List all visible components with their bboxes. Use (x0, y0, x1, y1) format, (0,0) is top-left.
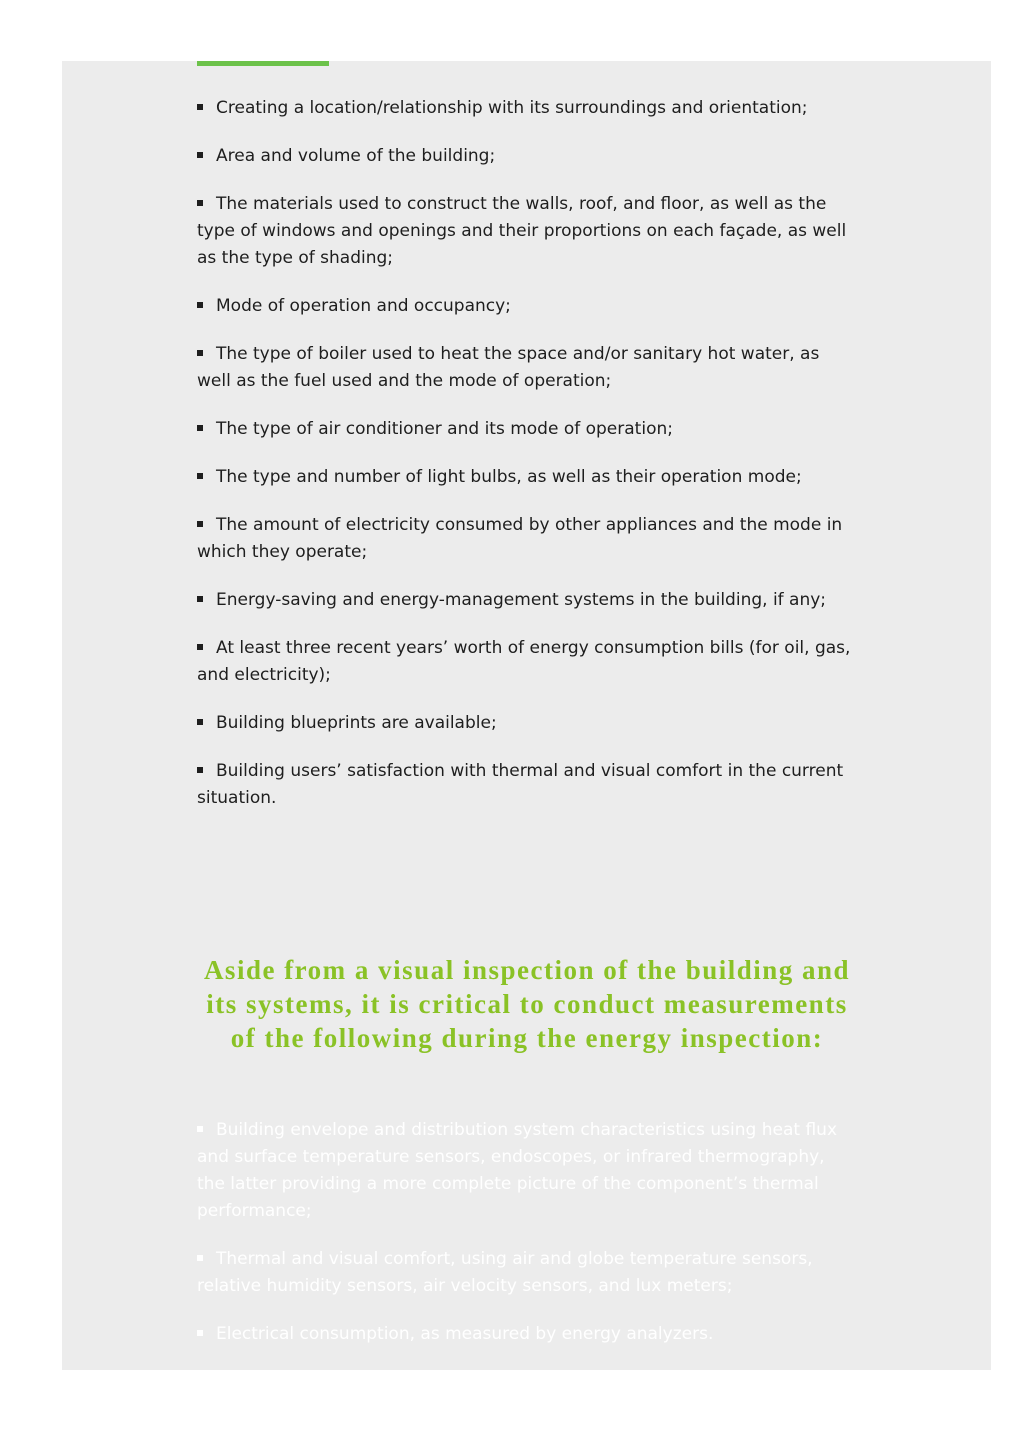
list-item-text: Building users’ satisfaction with thermal and visual comfort in the current situation. (197, 761, 844, 808)
list-item (197, 710, 857, 737)
list-item-text: Building envelope and distribution system characteristics using heat flux and surface temperature sensors, endoscopes, or infrared thermography, the latter providing a more complete picture of the component’s thermal performance; (197, 1120, 837, 1221)
list-item-text: The amount of electricity consumed by other appliances and the mode in which they operate; (197, 515, 843, 562)
list-item-text: Thermal and visual comfort, using air and globe temperature sensors, relative humidity sensors, air velocity sensors, and lux meters; (197, 1249, 813, 1296)
list-item-text: The materials used to construct the walls, roof, and floor, as well as the type of windows and openings and their proportions on each façade, as well as the type of shading; (197, 194, 847, 268)
list-item (197, 293, 857, 320)
list-item-text: Building blueprints are available; (216, 713, 497, 733)
square-bullet-icon (197, 596, 203, 602)
square-bullet-icon (197, 1255, 203, 1261)
square-bullet-icon (197, 1126, 203, 1132)
square-bullet-icon (197, 719, 203, 725)
square-bullet-icon (197, 644, 203, 650)
square-bullet-icon (197, 350, 203, 356)
list-item (197, 464, 857, 491)
square-bullet-icon (197, 104, 203, 110)
list-item (197, 635, 857, 689)
list-item-text: Energy-saving and energy-management systems in the building, if any; (216, 590, 827, 610)
list-item (197, 191, 857, 272)
list-item-text: At least three recent years’ worth of energy consumption bills (for oil, gas, and electricity); (197, 638, 851, 685)
list-item-text: The type and number of light bulbs, as well as their operation mode; (216, 467, 802, 487)
list-item (197, 512, 857, 566)
requirements-list (197, 95, 857, 833)
list-item-text: The type of air conditioner and its mode of operation; (216, 419, 673, 439)
list-item (197, 95, 857, 122)
list-item (197, 416, 857, 443)
square-bullet-icon (197, 473, 203, 479)
list-item-text: Electrical consumption, as measured by energy analyzers. (216, 1324, 714, 1344)
list-item (197, 758, 857, 812)
accent-bar (197, 61, 329, 66)
list-item (197, 1246, 857, 1300)
square-bullet-icon (197, 767, 203, 773)
square-bullet-icon (197, 521, 203, 527)
callout-heading: Aside from a visual inspection of the building and its systems, it is critical to conduct measurements of the following during the energy inspection: (203, 955, 851, 1053)
measurements-list (197, 1117, 857, 1369)
list-item-text: Area and volume of the building; (216, 146, 496, 166)
list-item (197, 587, 857, 614)
square-bullet-icon (197, 152, 203, 158)
list-item-text: The type of boiler used to heat the space and/or sanitary hot water, as well as the fuel used and the mode of operation; (197, 344, 820, 391)
list-item (197, 1321, 857, 1348)
list-item (197, 143, 857, 170)
list-item-text: Creating a location/relationship with its surroundings and orientation; (216, 98, 808, 118)
list-item-text: Mode of operation and occupancy; (216, 296, 511, 316)
square-bullet-icon (197, 302, 203, 308)
square-bullet-icon (197, 200, 203, 206)
square-bullet-icon (197, 1330, 203, 1336)
list-item (197, 1117, 857, 1225)
list-item (197, 341, 857, 395)
square-bullet-icon (197, 425, 203, 431)
